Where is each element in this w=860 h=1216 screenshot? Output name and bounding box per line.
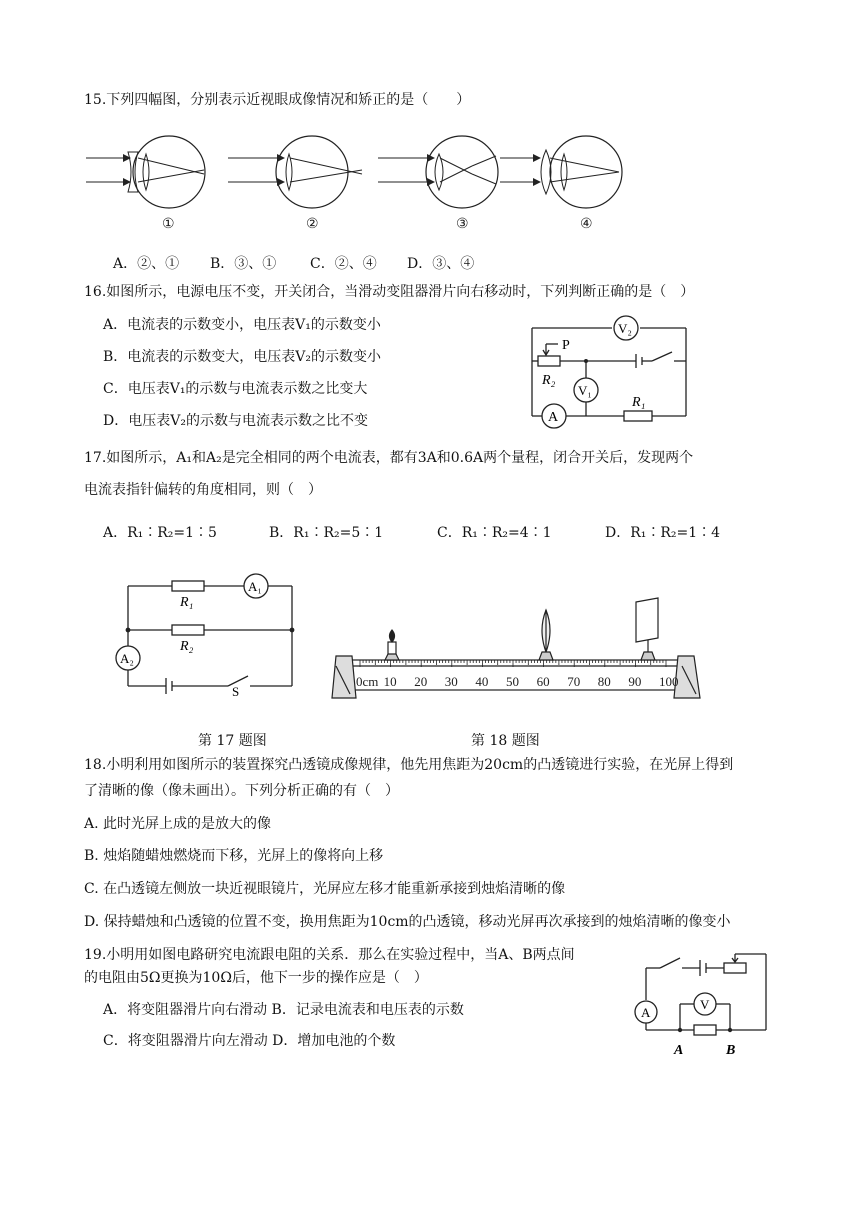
q18-option-b[interactable]: B. 烛焰随蜡烛燃烧而下移，光屏上的像将向上移 <box>84 848 384 864</box>
bench-tick-label: 30 <box>444 674 458 689</box>
q18-stem-line1: 18.小明利用如图所示的装置探究凸透镜成像规律，他先用焦距为20cm的凸透镜进行实验，在光屏上得到 <box>84 757 734 773</box>
bench-tick-label: 50 <box>506 674 519 689</box>
eye-label-3: ③ <box>456 217 469 232</box>
eye-diagram-3 <box>378 136 498 208</box>
q17-a2-label: A₂ <box>120 651 134 666</box>
q18-option-d[interactable]: D. 保持蜡烛和凸透镜的位置不变，换用焦距为10cm的凸透镜，移动光屏再次承接到的烛焰清晰的像变小 <box>84 914 731 930</box>
q15-eye-figures <box>84 134 624 234</box>
q19-ammeter-label: A <box>641 1005 651 1020</box>
q16-circuit-diagram <box>528 314 692 432</box>
q19-stem-line2: 的电阻由5Ω更换为10Ω后，他下一步的操作应是（ ） <box>84 970 428 986</box>
q16-stem: 16.如图所示，电源电压不变，开关闭合，当滑动变阻器滑片向右移动时，下列判断正确的是（ ） <box>84 284 695 300</box>
q16-ammeter-label: A <box>548 410 559 425</box>
bench-tick-label: 20 <box>414 674 428 689</box>
q16-option-c[interactable]: C．电压表V₁的示数与电流表示数之比变大 <box>103 381 368 397</box>
q17-circuit-diagram <box>110 572 306 696</box>
q15-option-a[interactable]: A．②、① <box>113 256 180 272</box>
q18-option-a[interactable]: A. 此时光屏上成的是放大的像 <box>84 816 272 832</box>
q15-option-d[interactable]: D．③、④ <box>407 256 475 272</box>
q17-option-a[interactable]: A．R₁∶R₂=1∶5 <box>103 525 217 541</box>
q19-point-a-label: A <box>674 1043 684 1058</box>
q18-stem-line2: 了清晰的像（像未画出）。下列分析正确的有（ ） <box>84 783 399 799</box>
bench-tick-label: 60 <box>536 674 550 689</box>
q16-v2-label: V₂ <box>618 321 632 336</box>
bench-tick-label: 0cm <box>356 674 379 689</box>
eye-diagram-1 <box>86 136 205 208</box>
q19-point-b-label: B <box>726 1043 736 1058</box>
q16-option-a[interactable]: A．电流表的示数变小，电压表V₁的示数变小 <box>103 317 381 333</box>
q16-v1-label: V₁ <box>578 383 592 398</box>
q17-option-b[interactable]: B．R₁∶R₂=5∶1 <box>269 525 384 541</box>
bench-tick-label: 100 <box>659 674 679 689</box>
q17-r1-label: R₁ <box>180 595 194 610</box>
q17-option-d[interactable]: D．R₁∶R₂=1∶4 <box>605 525 721 541</box>
eye-label-2: ② <box>306 217 319 232</box>
q17-stem-line2: 电流表指针偏转的角度相同，则（ ） <box>84 482 322 498</box>
q18-caption: 第 18 题图 <box>471 733 540 749</box>
q19-options-row2[interactable]: C．将变阻器滑片向左滑动 D．增加电池的个数 <box>103 1033 396 1049</box>
bench-tick-label: 90 <box>628 674 642 689</box>
bench-tick-label: 80 <box>597 674 611 689</box>
q15-option-b[interactable]: B．③、① <box>210 256 277 272</box>
eye-diagram-4 <box>500 136 622 208</box>
eye-label-1: ① <box>162 217 175 232</box>
q16-option-d[interactable]: D．电压表V₂的示数与电流表示数之比不变 <box>103 413 368 429</box>
q15-option-c[interactable]: C．②、④ <box>310 256 377 272</box>
q17-a1-label: A₁ <box>248 579 262 594</box>
q19-voltmeter-label: V <box>700 997 710 1012</box>
eye-label-4: ④ <box>580 217 593 232</box>
q18-optical-bench <box>330 596 704 704</box>
q19-options-row1[interactable]: A．将变阻器滑片向右滑动 B．记录电流表和电压表的示数 <box>103 1002 464 1018</box>
q17-option-c[interactable]: C．R₁∶R₂=4∶1 <box>437 525 552 541</box>
q16-r1-label: R₁ <box>632 395 646 410</box>
q17-caption: 第 17 题图 <box>198 733 267 749</box>
q17-stem-line1: 17.如图所示，A₁和A₂是完全相同的两个电流表，都有3A和0.6A两个量程，闭合开关后，发现两个 <box>84 450 694 466</box>
q16-option-b[interactable]: B．电流表的示数变大，电压表V₂的示数变小 <box>103 349 382 365</box>
q16-slider-label: P <box>562 338 570 353</box>
q18-option-c[interactable]: C. 在凸透镜左侧放一块近视眼镜片，光屏应左移才能重新承接到烛焰清晰的像 <box>84 881 566 897</box>
bench-tick-label: 70 <box>567 674 581 689</box>
q16-r2-label: R₂ <box>542 373 556 388</box>
q19-stem-line1: 19.小明用如图电路研究电流跟电阻的关系．那么在实验过程中，当A、B两点间 <box>84 947 575 963</box>
eye-diagram-2 <box>228 136 362 208</box>
bench-tick-label: 40 <box>475 674 489 689</box>
bench-tick-label: 10 <box>383 674 397 689</box>
q19-circuit-diagram <box>634 948 774 1066</box>
q17-r2-label: R₂ <box>180 639 194 654</box>
q15-stem: 15.下列四幅图，分别表示近视眼成像情况和矫正的是（ ） <box>84 92 471 108</box>
q17-switch-label: S <box>232 684 240 696</box>
